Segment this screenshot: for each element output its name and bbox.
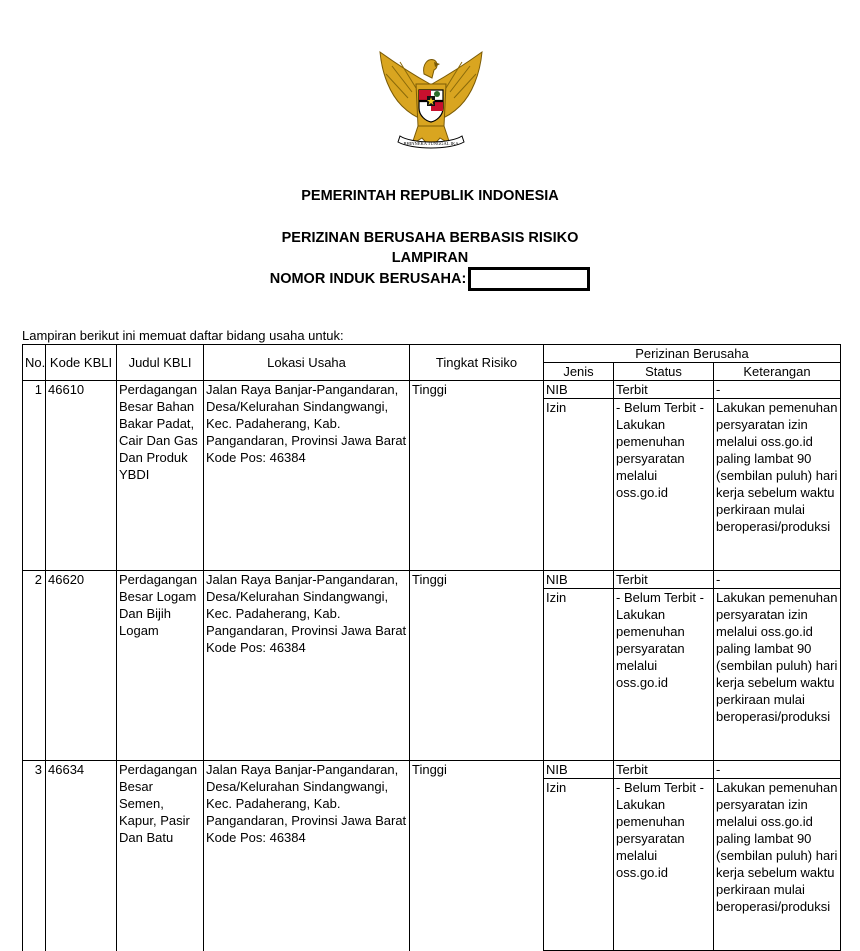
emblem-motto: BHINNEKA TUNGGAL IKA (403, 141, 459, 146)
row-no: 3 (23, 761, 46, 951)
header-judul: Judul KBLI (117, 345, 204, 381)
row-kode: 46634 (46, 761, 117, 951)
row-kode: 46620 (46, 571, 117, 761)
nib-label: NOMOR INDUK BERUSAHA: (269, 270, 467, 287)
header-kode: Kode KBLI (46, 345, 117, 381)
row-nib-jenis: NIB (544, 571, 614, 589)
row-nib-keterangan: - (714, 381, 841, 399)
header-perizinan: Perizinan Berusaha (544, 345, 841, 363)
row-judul: Perdagangan Besar Logam Dan Bijih Logam (117, 571, 204, 761)
row-judul: Perdagangan Besar Bahan Bakar Padat, Cair Dan Gas Dan Produk YBDI (117, 381, 204, 571)
row-izin-status: - Belum Terbit - Lakukan pemenuhan persyaratan melalui oss.go.id (614, 589, 714, 761)
nib-redacted-box (468, 267, 590, 291)
header-risiko: Tingkat Risiko (410, 345, 544, 381)
row-risiko: Tinggi (410, 571, 544, 761)
row-lokasi: Jalan Raya Banjar-Pangandaran, Desa/Kelurahan Sindangwangi, Kec. Padaherang, Kab. Pangandaran, Provinsi Jawa Barat Kode Pos: 46384 (204, 571, 410, 761)
row-izin-status: - Belum Terbit - Lakukan pemenuhan persyaratan melalui oss.go.id (614, 779, 714, 951)
table-row (23, 761, 841, 779)
row-nib-jenis: NIB (544, 761, 614, 779)
nib-line (0, 267, 860, 291)
row-izin-jenis: Izin (544, 589, 614, 761)
row-izin-keterangan: Lakukan pemenuhan persyaratan izin melalui oss.go.id paling lambat 90 (sembilan puluh) hari kerja sebelum waktu perkiraan mulai beroperasi/produksi (714, 779, 841, 951)
row-nib-status: Terbit (614, 571, 714, 589)
row-risiko: Tinggi (410, 381, 544, 571)
row-lokasi: Jalan Raya Banjar-Pangandaran, Desa/Kelurahan Sindangwangi, Kec. Padaherang, Kab. Pangandaran, Provinsi Jawa Barat Kode Pos: 46384 (204, 381, 410, 571)
header-lokasi: Lokasi Usaha (204, 345, 410, 381)
garuda-emblem-icon (372, 44, 490, 162)
row-nib-jenis: NIB (544, 381, 614, 399)
row-no: 1 (23, 381, 46, 571)
row-izin-keterangan: Lakukan pemenuhan persyaratan izin melalui oss.go.id paling lambat 90 (sembilan puluh) hari kerja sebelum waktu perkiraan mulai beroperasi/produksi (714, 399, 841, 571)
row-izin-jenis: Izin (544, 779, 614, 951)
row-nib-status: Terbit (614, 761, 714, 779)
garuda-emblem (372, 44, 490, 162)
header-status: Status (614, 363, 714, 381)
row-risiko: Tinggi (410, 761, 544, 951)
business-field-table (22, 344, 841, 951)
row-izin-keterangan: Lakukan pemenuhan persyaratan izin melalui oss.go.id paling lambat 90 (sembilan puluh) hari kerja sebelum waktu perkiraan mulai beroperasi/produksi (714, 589, 841, 761)
row-no: 2 (23, 571, 46, 761)
document-title: PERIZINAN BERUSAHA BERBASIS RISIKO (281, 230, 579, 246)
row-izin-status: - Belum Terbit - Lakukan pemenuhan persyaratan melalui oss.go.id (614, 399, 714, 571)
table-row (23, 381, 841, 399)
header-jenis: Jenis (544, 363, 614, 381)
row-nib-status: Terbit (614, 381, 714, 399)
document-subtitle: LAMPIRAN (391, 250, 469, 266)
row-nib-keterangan: - (714, 571, 841, 589)
row-izin-jenis: Izin (544, 399, 614, 571)
row-nib-keterangan: - (714, 761, 841, 779)
intro-text: Lampiran berikut ini memuat daftar bidang usaha untuk: (22, 328, 344, 343)
row-judul: Perdagangan Besar Semen, Kapur, Pasir Dan Batu (117, 761, 204, 951)
header-no: No. (23, 345, 46, 381)
table-row (23, 571, 841, 589)
row-kode: 46610 (46, 381, 117, 571)
row-lokasi: Jalan Raya Banjar-Pangandaran, Desa/Kelurahan Sindangwangi, Kec. Padaherang, Kab. Pangandaran, Provinsi Jawa Barat Kode Pos: 46384 (204, 761, 410, 951)
government-title: PEMERINTAH REPUBLIK INDONESIA (301, 188, 559, 204)
header-keterangan: Keterangan (714, 363, 841, 381)
